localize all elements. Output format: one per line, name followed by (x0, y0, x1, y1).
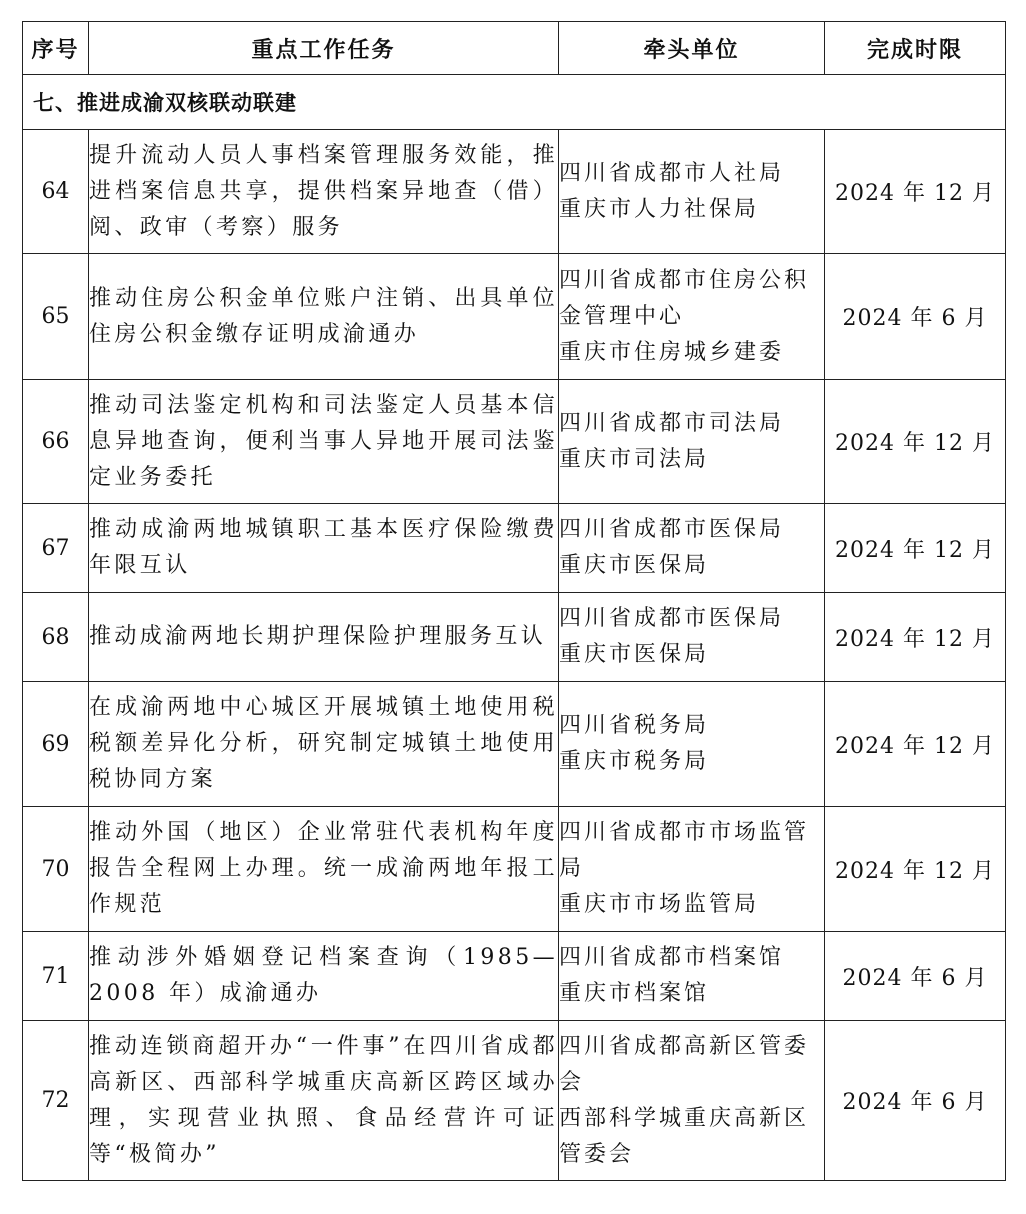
row-unit: 重庆市住房城乡建委 (559, 339, 785, 365)
row-unit: 四川省成都市市场监管局 (559, 820, 810, 881)
row-units (559, 682, 825, 807)
row-deadline: 2024 年 6 月 (825, 254, 1006, 380)
row-deadline: 2024 年 12 月 (825, 807, 1006, 932)
header-task: 重点工作任务 (89, 22, 559, 75)
row-num: 71 (23, 932, 89, 1021)
row-task: 推动外国（地区）企业常驻代表机构年度报告全程网上办理。统一成渝两地年报工作规范 (89, 807, 559, 932)
header-num: 序号 (23, 22, 89, 75)
row-num: 66 (23, 380, 89, 504)
row-unit: 四川省成都市住房公积金管理中心 (559, 267, 810, 329)
row-units (559, 1021, 825, 1181)
row-num: 67 (23, 504, 89, 593)
table-row (23, 254, 1006, 380)
row-deadline: 2024 年 6 月 (825, 932, 1006, 1021)
row-task: 推动涉外婚姻登记档案查询（1985—2008 年）成渝通办 (89, 932, 559, 1021)
table-row (23, 593, 1006, 682)
row-unit: 重庆市司法局 (559, 446, 710, 472)
row-task: 推动成渝两地长期护理保险护理服务互认 (89, 593, 559, 682)
table-header-row (23, 22, 1006, 75)
row-unit: 西部科学城重庆高新区管委会 (559, 1105, 810, 1167)
row-unit: 四川省成都市司法局 (559, 410, 785, 436)
row-task: 推动住房公积金单位账户注销、出具单位住房公积金缴存证明成渝通办 (89, 254, 559, 380)
row-unit: 四川省成都高新区管委会 (559, 1033, 810, 1095)
row-num: 70 (23, 807, 89, 932)
row-units (559, 130, 825, 254)
row-unit: 四川省成都市人社局 (559, 160, 785, 186)
row-task: 在成渝两地中心城区开展城镇土地使用税税额差异化分析，研究制定城镇土地使用税协同方案 (89, 682, 559, 807)
row-unit: 重庆市医保局 (559, 642, 710, 667)
row-num: 64 (23, 130, 89, 254)
table-row (23, 130, 1006, 254)
row-unit: 四川省成都市医保局 (559, 517, 785, 542)
row-deadline: 2024 年 12 月 (825, 130, 1006, 254)
row-task: 提升流动人员人事档案管理服务效能，推进档案信息共享，提供档案异地查（借）阅、政审（考察）服务 (89, 130, 559, 254)
section-title: 七、推进成渝双核联动联建 (23, 75, 1006, 130)
row-units (559, 504, 825, 593)
row-units (559, 380, 825, 504)
section-row (23, 75, 1006, 130)
row-units (559, 593, 825, 682)
row-unit: 四川省成都市档案馆 (559, 945, 785, 970)
row-units (559, 254, 825, 380)
table-row (23, 932, 1006, 1021)
row-num: 69 (23, 682, 89, 807)
row-task: 推动连锁商超开办“一件事”在四川省成都高新区、西部科学城重庆高新区跨区域办理，实现营业执照、食品经营许可证等“极简办” (89, 1021, 559, 1181)
table-row (23, 682, 1006, 807)
row-units (559, 807, 825, 932)
row-unit: 重庆市市场监管局 (559, 892, 760, 917)
row-unit: 重庆市档案馆 (559, 981, 710, 1006)
row-deadline: 2024 年 12 月 (825, 504, 1006, 593)
table-row (23, 380, 1006, 504)
header-deadline: 完成时限 (825, 22, 1006, 75)
table-row (23, 504, 1006, 593)
row-task: 推动司法鉴定机构和司法鉴定人员基本信息异地查询，便利当事人异地开展司法鉴定业务委托 (89, 380, 559, 504)
row-unit: 重庆市税务局 (559, 749, 710, 774)
row-task: 推动成渝两地城镇职工基本医疗保险缴费年限互认 (89, 504, 559, 593)
row-unit: 重庆市医保局 (559, 553, 710, 578)
header-unit: 牵头单位 (559, 22, 825, 75)
row-unit: 四川省税务局 (559, 713, 710, 738)
row-deadline: 2024 年 12 月 (825, 380, 1006, 504)
row-deadline: 2024 年 12 月 (825, 682, 1006, 807)
row-unit: 四川省成都市医保局 (559, 606, 785, 631)
table-row (23, 1021, 1006, 1181)
row-num: 68 (23, 593, 89, 682)
row-deadline: 2024 年 12 月 (825, 593, 1006, 682)
row-num: 65 (23, 254, 89, 380)
task-table (22, 21, 1006, 1181)
row-deadline: 2024 年 6 月 (825, 1021, 1006, 1181)
row-num: 72 (23, 1021, 89, 1181)
row-unit: 重庆市人力社保局 (559, 196, 760, 222)
table-row (23, 807, 1006, 932)
row-units (559, 932, 825, 1021)
